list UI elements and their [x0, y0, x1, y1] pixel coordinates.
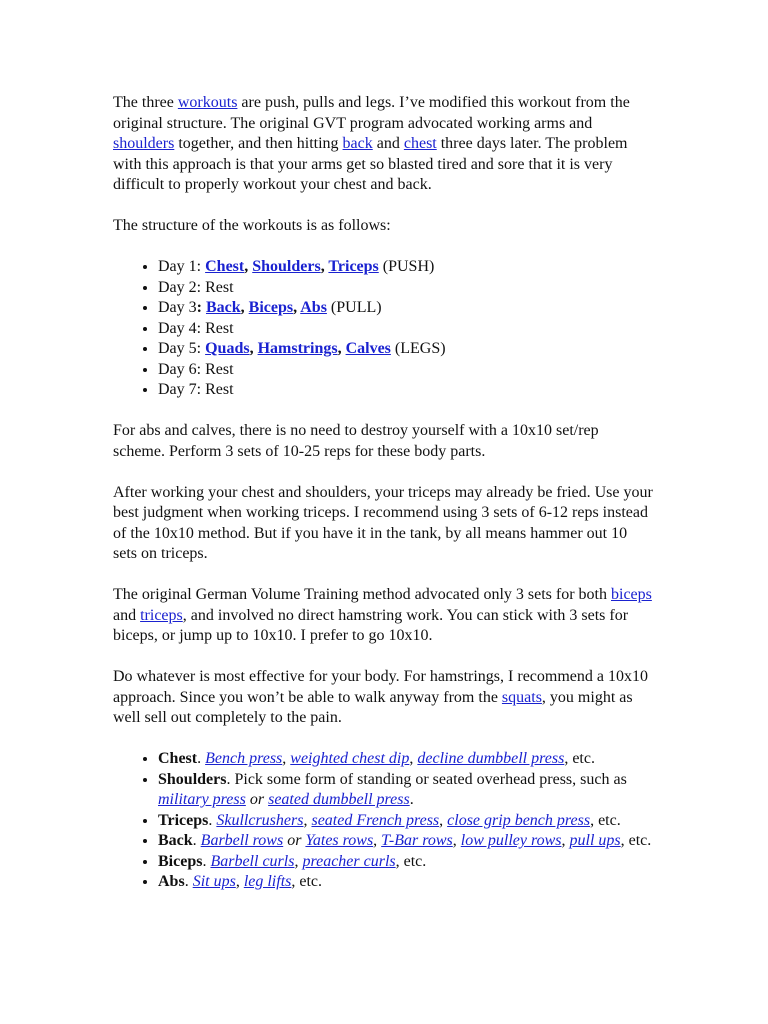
squats-link[interactable]: squats — [501, 688, 542, 706]
decline-dumbbell-press-link[interactable]: decline dumbbell press — [417, 750, 565, 767]
separator: , — [337, 340, 346, 357]
t-bar-rows-link[interactable]: T-Bar rows — [381, 832, 453, 849]
separator: , — [244, 258, 253, 275]
document-page — [113, 93, 653, 913]
text-run: . — [409, 791, 414, 808]
schedule-day-4: • Day 4: Rest — [158, 319, 653, 340]
text-run: The three — [113, 94, 178, 111]
leg-lifts-link[interactable]: leg lifts — [243, 873, 292, 890]
exercise-item-triceps — [158, 811, 653, 832]
hamstrings-day-link[interactable]: Hamstrings — [257, 340, 338, 357]
skullcrushers-link[interactable]: Skullcrushers — [216, 811, 304, 829]
close-grip-bench-press-link[interactable]: close grip bench press — [447, 811, 591, 829]
triceps-paragraph: After working your chest and shoulders, your triceps may already be fried. Use your best judgment when working triceps. I recommend using 3 sets of 6-12 reps instead of the 10x10 method. But if you have it in the tank, by all means hammer out 10 sets on triceps. — [113, 483, 653, 562]
schedule-day-2: • Day 2: Rest — [158, 278, 653, 299]
abs-day-link[interactable]: Abs — [300, 299, 327, 316]
text-run: . — [202, 852, 211, 870]
gvt-paragraph — [113, 585, 653, 647]
text-run: are push, pulls and legs. I’ve modified this workout from the original structure. The original GVT program advocated working arms and — [113, 94, 630, 132]
shoulders-link[interactable]: shoulders — [113, 135, 175, 152]
text-run: , — [409, 750, 418, 767]
structure-paragraph: The structure of the workouts is as follows: — [113, 217, 391, 234]
barbell-curls-link[interactable]: Barbell curls — [210, 852, 295, 870]
schedule-day-1 — [158, 257, 653, 278]
text-run: . — [192, 832, 201, 849]
text-run: and — [113, 606, 141, 624]
text-run: , — [282, 750, 291, 767]
text-run: . Pick some form of standing or seated overhead press, such as — [226, 770, 627, 788]
text-run: three days later. The problem with this approach is that your arms get so blasted tired and sore that it is very difficult to properly workout your chest and back. — [113, 135, 628, 193]
exercise-item-abs — [158, 872, 653, 893]
quads-day-link[interactable]: Quads — [205, 340, 250, 357]
text-run: , — [235, 873, 244, 890]
back-day-link[interactable]: Back — [205, 299, 241, 316]
back-link[interactable]: back — [342, 135, 373, 152]
triceps-day-link[interactable]: Triceps — [328, 258, 379, 275]
text-run: , and involved no direct hamstring work. You can stick with 3 sets for biceps, or jump up to 10x10. I prefer to go 10x10. — [113, 606, 629, 644]
text-run: , etc. — [620, 832, 652, 849]
seated-dumbbell-press-link[interactable]: seated dumbbell press — [268, 791, 410, 808]
separator: , — [249, 340, 258, 357]
yates-rows-link[interactable]: Yates rows — [305, 832, 374, 849]
workouts-link[interactable]: workouts — [177, 94, 238, 111]
text-run: together, and then hitting — [174, 135, 343, 152]
separator: , — [240, 299, 249, 316]
exercise-item-biceps — [158, 852, 653, 873]
bench-press-link[interactable]: Bench press — [205, 750, 283, 767]
calves-day-link[interactable]: Calves — [345, 340, 391, 357]
text-run: , — [561, 832, 570, 849]
pull-ups-link[interactable]: pull ups — [569, 832, 621, 849]
schedule-day-5 — [158, 339, 653, 360]
exercise-item-shoulders — [158, 770, 653, 811]
hamstrings-paragraph — [113, 667, 653, 729]
sit-ups-link[interactable]: Sit ups — [192, 873, 236, 890]
seated-french-press-link[interactable]: seated French press — [311, 811, 440, 829]
barbell-rows-link[interactable]: Barbell rows — [200, 832, 284, 849]
schedule-list — [113, 257, 653, 401]
text-run: The original German Volume Training method advocated only 3 sets for both — [113, 586, 611, 603]
body-part-label: Back — [158, 832, 193, 849]
preacher-curls-link[interactable]: preacher curls — [302, 852, 396, 870]
abs-calves-paragraph: For abs and calves, there is no need to destroy yourself with a 10x10 set/rep scheme. Perform 3 sets of 10-25 reps for these body parts. — [113, 422, 599, 460]
chest-link[interactable]: chest — [403, 135, 437, 152]
text-run: . — [208, 811, 217, 829]
schedule-day-3 — [158, 298, 653, 319]
day-label: Day 3 — [158, 299, 197, 316]
text-run: , — [452, 832, 461, 849]
schedule-day-6: • Day 6: Rest — [158, 360, 653, 381]
day-type: (PULL) — [326, 299, 382, 316]
day-type: (LEGS) — [390, 340, 446, 357]
text-run: , you might as well sell out completely to the pain. — [113, 688, 633, 726]
text-run: , etc. — [590, 811, 621, 829]
body-part-label: Shoulders — [158, 770, 227, 788]
text-run: Do whatever is most effective for your body. For hamstrings, I recommend a 10x10 approach. Since you won’t be able to walk anyway from the — [113, 668, 648, 706]
weighted-chest-dip-link[interactable]: weighted chest dip — [290, 750, 410, 767]
body-part-label: Abs — [158, 873, 185, 890]
day-label: Day 1: — [158, 258, 206, 275]
body-part-label: Chest — [158, 750, 198, 767]
separator: , — [293, 299, 301, 316]
exercise-item-back — [158, 831, 653, 852]
separator: , — [320, 258, 329, 275]
biceps-day-link[interactable]: Biceps — [248, 299, 294, 316]
schedule-day-7: • Day 7: Rest — [158, 380, 653, 401]
text-run: , — [373, 832, 382, 849]
exercise-list — [113, 749, 653, 893]
text-run: or — [283, 832, 306, 849]
text-run: , — [303, 811, 312, 829]
intro-paragraph — [113, 93, 653, 196]
day-label: Day 5: — [158, 340, 206, 357]
low-pulley-rows-link[interactable]: low pulley rows — [460, 832, 562, 849]
body-part-label: Biceps — [158, 852, 203, 870]
text-run: or — [245, 791, 269, 808]
biceps-link[interactable]: biceps — [611, 586, 652, 603]
body-part-label: Triceps — [158, 811, 209, 829]
text-run: . — [184, 873, 193, 890]
separator: : — [196, 299, 206, 316]
military-press-link[interactable]: military press — [158, 791, 246, 808]
text-run: , — [439, 811, 448, 829]
text-run: , etc. — [564, 750, 595, 767]
exercise-item-chest — [158, 749, 653, 770]
triceps-link[interactable]: triceps — [140, 606, 183, 624]
text-run: and — [372, 135, 404, 152]
text-run: . — [197, 750, 206, 767]
text-run: , etc. — [291, 873, 323, 890]
shoulders-day-link[interactable]: Shoulders — [252, 258, 321, 275]
text-run: , etc. — [395, 852, 427, 870]
chest-day-link[interactable]: Chest — [205, 258, 245, 275]
day-type: (PUSH) — [378, 258, 435, 275]
text-run: , — [294, 852, 303, 870]
